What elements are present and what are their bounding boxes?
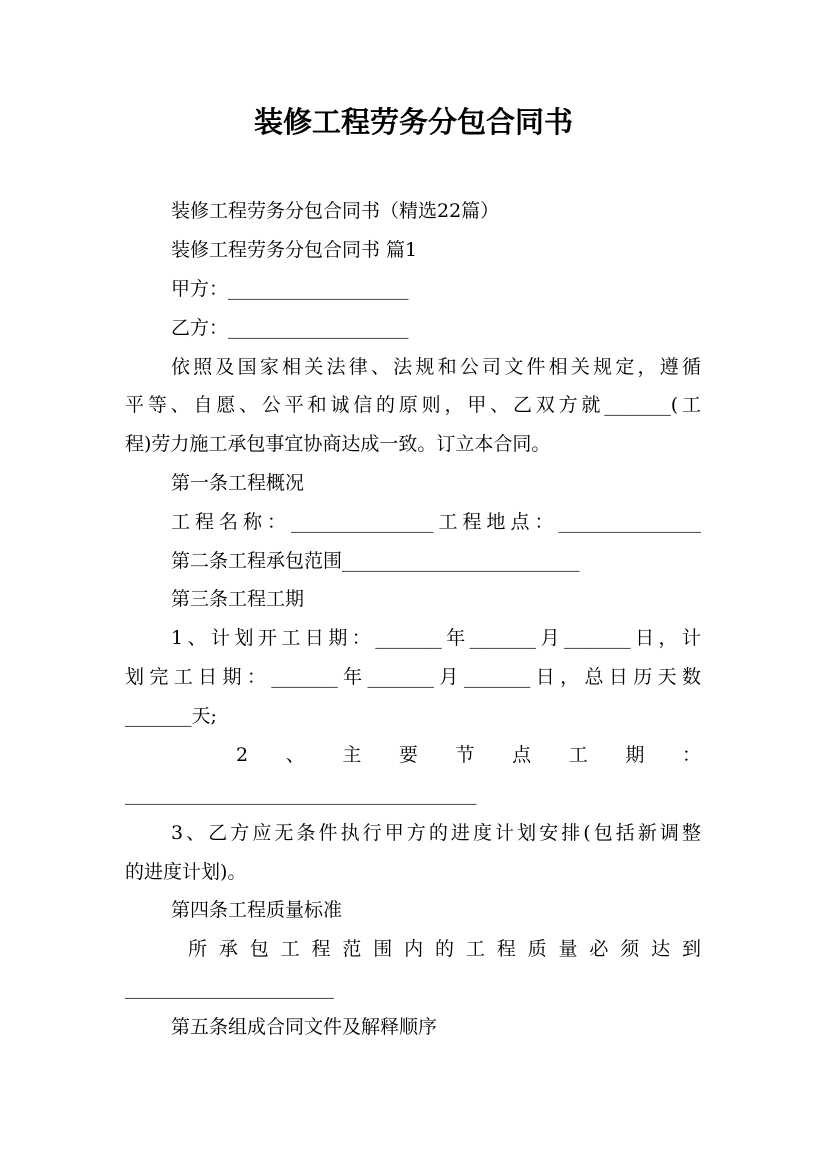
article-heading: 第五条组成合同文件及解释顺序: [171, 1016, 438, 1038]
paragraph-line: 3、乙方应无条件执行甲方的进度计划安排(包括新调整: [171, 822, 701, 844]
document-title: 装修工程劳务分包合同书: [253, 105, 573, 139]
article-heading: 第四条工程质量标准: [171, 899, 343, 921]
article-heading: 第三条工程工期: [171, 588, 305, 610]
party-a-line: 甲方：___________________: [171, 278, 409, 300]
blank-line: _____________________________________: [125, 783, 477, 805]
section-heading: 装修工程劳务分包合同书 篇1: [171, 239, 418, 261]
schedule-line: 1、计划开工日期：_______年_______月_______日，计: [171, 627, 701, 649]
paragraph-line: 平等、自愿、公平和诚信的原则，甲、乙双方就_______(工: [125, 394, 701, 416]
party-b-line: 乙方：___________________: [171, 317, 409, 339]
paragraph-line: 程)劳力施工承包事宜协商达成一致。订立本合同。: [125, 433, 551, 455]
article-heading: 第二条工程承包范围_________________________: [171, 550, 580, 572]
blank-line: ______________________: [125, 977, 334, 999]
paragraph-line: 所承包工程范围内的工程质量必须达到: [188, 938, 701, 960]
schedule-line: _______天;: [125, 705, 217, 727]
schedule-line: 划完工日期：_______年_______月_______日，总日历天数: [125, 666, 701, 688]
paragraph-line: 的进度计划)。: [125, 861, 247, 883]
project-name-location-line: 工程名称：_______________工程地点：_______________: [171, 511, 701, 533]
article-heading: 第一条工程概况: [171, 472, 305, 494]
milestone-line: 2、主要节点工期：: [236, 744, 701, 766]
paragraph-line: 依照及国家相关法律、法规和公司文件相关规定，遵循: [171, 356, 701, 378]
subtitle-line: 装修工程劳务分包合同书（精选22篇）: [171, 200, 500, 222]
